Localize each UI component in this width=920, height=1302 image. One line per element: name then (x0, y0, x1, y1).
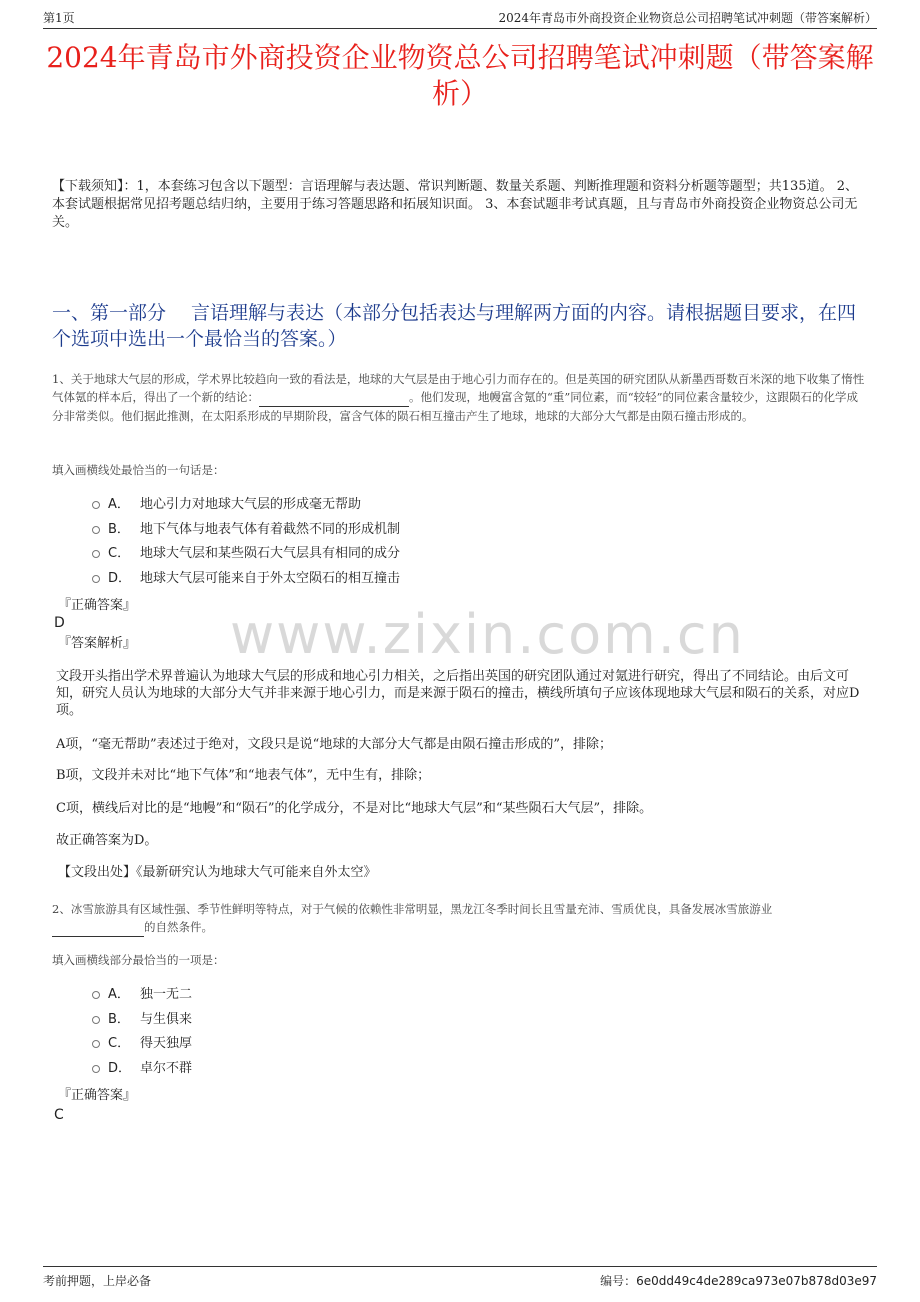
watermark: www.zixin.com.cn (230, 603, 745, 666)
option-text: 独一无二 (140, 987, 193, 1003)
download-notice: 【下载须知】：1，本套练习包含以下题型：言语理解与表达题、常识判断题、数量关系题、判断推理题和资料分析题等题型；共135道。 2、本套试题根据常见招考题总结归纳，主要用于练习答题思路和拓展知识面。 3、本套试题非考试真题，且与青岛市外商投资企业物资总公司无关。 (52, 179, 858, 230)
answer-label: 『正确答案』 (58, 598, 137, 613)
question-1-text-before: 1、关于地球大气层的形成，学术界比较趋向一致的看法是，地球的大气层是由于地心引力而存在的。但是英国的研究团队从新墨西哥数百米深的地下收集了惰性气体氪的样本后，得出了一个新的结论： (52, 372, 865, 404)
header-doc-title: 2024年青岛市外商投资企业物资总公司招聘笔试冲刺题（带答案解析） (498, 11, 877, 25)
radio-icon[interactable] (92, 501, 100, 509)
analysis-text: 故正确答案为D。 (56, 833, 158, 848)
option-b[interactable] (92, 518, 592, 543)
option-d[interactable] (92, 567, 592, 592)
option-text: 地球大气层可能来自于外太空陨石的相互撞击 (140, 570, 401, 586)
radio-icon[interactable] (92, 991, 100, 999)
question-2-text-after: 的自然条件。 (144, 920, 213, 934)
analysis-label: 『答案解析』 (58, 636, 137, 651)
option-b[interactable] (92, 1008, 592, 1033)
question-2-options (92, 983, 592, 1081)
analysis-text: A项，“毫无帮助”表述过于绝对，文段只是说“地球的大部分大气都是由陨石撞击形成的”，排除； (56, 737, 612, 752)
option-letter: A． (108, 987, 130, 1003)
footer-code-value: 6e0dd49c4de289ca973e07b878d03e97 (636, 1274, 877, 1288)
radio-icon[interactable] (92, 550, 100, 558)
option-a[interactable] (92, 493, 592, 518)
answer-value: C (54, 1107, 64, 1123)
option-text: 地球大气层和某些陨石大气层具有相同的成分 (140, 546, 401, 562)
source-citation (58, 864, 870, 881)
footer-code-label: 编号： (600, 1274, 637, 1288)
analysis-text: 文段开头指出学术界普遍认为地球大气层的形成和地心引力相关，之后指出英国的研究团队通过对氪进行研究，得出了不同结论。由后文可知，研究人员认为地球的大部分大气并非来源于地心引力，而是来源于陨石的撞击，横线所填句子应该体现地球大气层和陨石的关系，对应D项。 (56, 669, 860, 718)
analysis-text: 【文段出处】《最新研究认为地球大气可能来自外太空》 (58, 865, 377, 880)
option-text: 地心引力对地球大气层的形成毫无帮助 (140, 497, 362, 513)
option-d[interactable] (92, 1057, 592, 1082)
radio-icon[interactable] (92, 1040, 100, 1048)
analysis-para-3 (56, 767, 868, 784)
option-text: 得天独厚 (140, 1036, 193, 1052)
fill-blank (52, 918, 144, 937)
document-title: 2024年青岛市外商投资企业物资总公司招聘笔试冲刺题（带答案解析） (46, 41, 874, 110)
page-header (43, 8, 877, 29)
footer-slogan: 考前押题，上岸必备 (43, 1274, 152, 1288)
option-text: 卓尔不群 (140, 1060, 193, 1076)
footer-code (600, 1272, 877, 1289)
question-1-options (92, 493, 592, 591)
question-1-text-after: 。他们发现，地幔富含氪的“重”同位素，而“较轻”的同位素含量较少，这跟陨石的化学成分非常类似。他们据此推测，在太阳系形成的早期阶段，富含气体的陨石相互撞击产生了地球，地球的大部分大气都是由陨石撞击形成的。 (52, 390, 859, 423)
option-letter: C． (108, 1036, 131, 1052)
footer-divider (43, 1266, 877, 1267)
radio-icon[interactable] (92, 1065, 100, 1073)
option-letter: D． (108, 1060, 132, 1076)
option-letter: B． (108, 1011, 130, 1027)
option-text: 地下气体与地表气体有着截然不同的形成机制 (140, 521, 401, 537)
option-c[interactable] (92, 542, 592, 567)
question-2-prompt: 填入画横线部分最恰当的一项是： (52, 953, 225, 967)
fill-blank (259, 388, 409, 407)
option-letter: D． (108, 570, 132, 586)
option-a[interactable] (92, 983, 592, 1008)
radio-icon[interactable] (92, 526, 100, 534)
option-c[interactable] (92, 1032, 592, 1057)
answer-value: D (54, 615, 65, 631)
answer-label: 『正确答案』 (58, 1088, 137, 1103)
question-2-text-before: 2、冰雪旅游具有区域性强、季节性鲜明等特点，对于气候的依赖性非常明显，黑龙江冬季时间长且雪量充沛、雪质优良，具备发展冰雪旅游业 (52, 902, 773, 916)
page-number: 第1页 (43, 11, 75, 25)
question-1-text (52, 370, 868, 425)
question-1-prompt: 填入画横线处最恰当的一句话是： (52, 463, 225, 477)
analysis-para-2 (56, 736, 868, 753)
option-text: 与生俱来 (140, 1011, 193, 1027)
option-letter: C． (108, 546, 131, 562)
option-letter: B． (108, 521, 130, 537)
analysis-text: C项，横线后对比的是“地幔”和“陨石”的化学成分，不是对比“地球大气层”和“某些陨石大气层”，排除。 (56, 801, 653, 816)
analysis-para-4 (56, 800, 868, 817)
analysis-text: B项，文段并未对比“地下气体”和“地表气体”，无中生有，排除； (56, 768, 431, 783)
radio-icon[interactable] (92, 575, 100, 583)
question-2-text (52, 900, 868, 937)
analysis-conclusion (56, 832, 868, 849)
option-letter: A． (108, 497, 130, 513)
analysis-para-1 (56, 668, 868, 719)
section-title: 一、第一部分 言语理解与表达（本部分包括表达与理解两方面的内容。请根据题目要求，在四个选项中选出一个最恰当的答案。） (52, 302, 857, 350)
radio-icon[interactable] (92, 1016, 100, 1024)
